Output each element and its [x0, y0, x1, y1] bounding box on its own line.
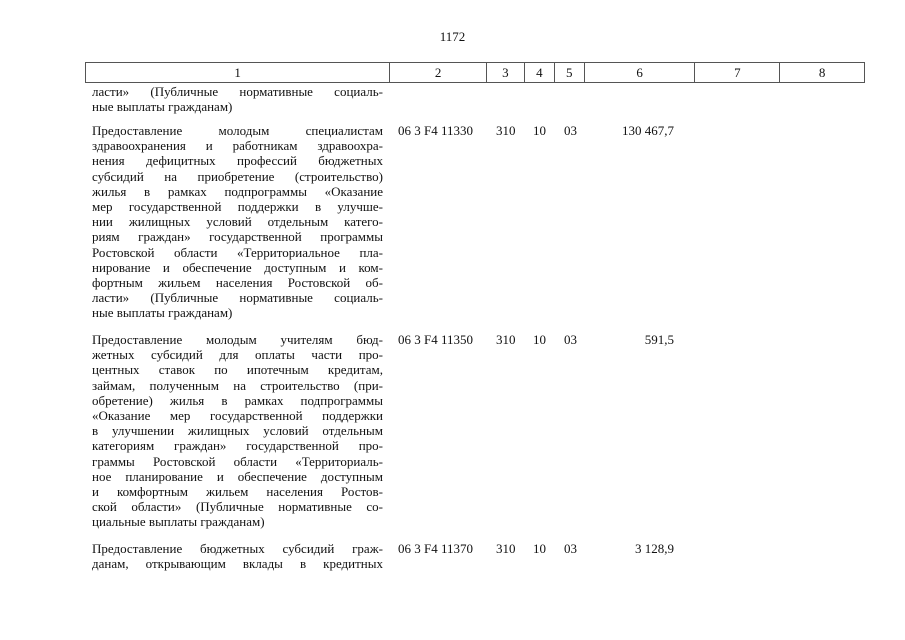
text-line: центных ставок по ипотечным кредитам,	[92, 362, 383, 378]
header-col-7: 7	[695, 63, 780, 82]
header-col-8: 8	[818, 65, 826, 80]
row-col-4: 10	[533, 541, 546, 556]
header-col-5: 5	[555, 63, 585, 82]
header-col-3: 3	[487, 63, 525, 82]
text-line: здравоохранения и работникам здравоохра-	[92, 138, 383, 154]
text-line: нения дефицитных профессий бюджетных	[92, 153, 383, 169]
text-line: мер государственной поддержки в улучше-	[92, 199, 383, 215]
row-code: 06 3 F4 11370	[398, 541, 473, 556]
header-col-6: 6	[585, 63, 696, 82]
text-line: фортным жильем населения Ростовской об-	[92, 275, 383, 291]
table-row-description	[92, 541, 383, 571]
row-code: 06 3 F4 11330	[398, 123, 473, 138]
table-row-description	[92, 123, 383, 321]
row-col-5: 03	[564, 541, 577, 556]
row-col-5: 03	[564, 123, 577, 138]
row-col-3: 310	[496, 541, 516, 556]
row-col-3: 310	[496, 123, 516, 138]
table-row-description	[92, 332, 383, 530]
text-line: «Оказание мер государственной поддержки	[92, 408, 383, 424]
text-line: ные выплаты гражданам)	[92, 99, 233, 115]
text-line: ласти» (Публичные нормативные социаль-	[92, 290, 383, 306]
row-col-4: 10	[533, 332, 546, 347]
table-header	[85, 62, 865, 83]
text-line: Предоставление молодым учителям бюд-	[92, 332, 383, 347]
row-col-5: 03	[564, 332, 577, 347]
row-col-4: 10	[533, 123, 546, 138]
text-line: Предоставление молодым специалистам	[92, 123, 383, 138]
row-amount: 3 128,9	[635, 541, 674, 556]
header-col-1: 1	[86, 63, 390, 82]
text-line: риям граждан» государственной программы	[92, 229, 383, 245]
text-line: ласти» (Публичные нормативные социаль-	[92, 84, 383, 99]
text-line: субсидий на приобретение (строительство)	[92, 168, 383, 184]
text-line: нии жилищных условий отдельным катего-	[92, 214, 383, 230]
page-number: 1172	[439, 29, 466, 44]
text-line: в улучшении жилищных условий отдельным	[92, 423, 383, 439]
text-line: циальные выплаты гражданам)	[92, 514, 265, 530]
row-col-3: 310	[496, 332, 516, 347]
text-line: и комфортным жильем населения Ростов-	[92, 484, 383, 500]
text-line: граммы Ростовской области «Территориаль-	[92, 453, 383, 469]
text-line: Предоставление бюджетных субсидий граж-	[92, 541, 383, 556]
text-line: обретение) жилья в рамках подпрограммы	[92, 392, 383, 408]
text-line: ное планирование и обеспечение доступным	[92, 468, 383, 484]
text-line: ской области» (Публичные нормативные со-	[92, 499, 383, 515]
text-line: данам, открывающим вклады в кредитных	[92, 556, 383, 572]
text-line: ные выплаты гражданам)	[92, 305, 233, 321]
header-col-4: 4	[525, 63, 555, 82]
text-line: нирование и обеспечение доступным и ком-	[92, 259, 383, 275]
text-line: категориям граждан» государственной про-	[92, 438, 383, 454]
row-amount: 591,5	[644, 332, 674, 347]
continuation-text	[92, 84, 383, 114]
text-line: займам, полученным на строительство (при-	[92, 377, 383, 393]
text-line: жилья в рамках подпрограммы «Оказание	[92, 183, 383, 199]
text-line: Ростовской области «Территориальное пла-	[92, 244, 383, 260]
header-col-2: 2	[390, 63, 487, 82]
row-amount: 130 467,7	[622, 123, 674, 138]
row-code: 06 3 F4 11350	[398, 332, 473, 347]
text-line: жетных субсидий для оплаты части про-	[92, 347, 383, 363]
